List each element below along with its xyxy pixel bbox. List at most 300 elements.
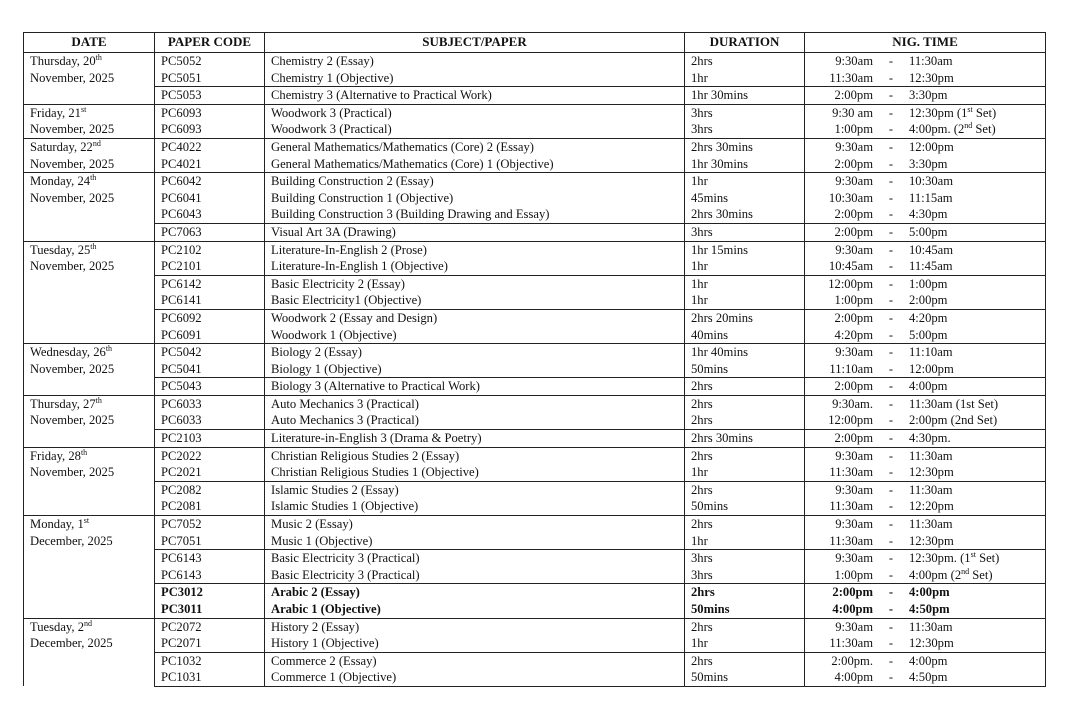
- time-end: 5:00pm: [909, 327, 948, 342]
- date-day: Friday, 21st: [30, 104, 87, 120]
- date-day: Monday, 1st: [30, 516, 90, 532]
- time-range: [811, 669, 1045, 686]
- date-cell: [24, 53, 155, 105]
- duration: 2hrs: [685, 378, 805, 396]
- nig-time: [805, 309, 1046, 326]
- subject-paper: Basic Electricity 2 (Essay): [265, 275, 685, 292]
- time-dash: -: [888, 70, 894, 85]
- table-row: [24, 121, 1046, 138]
- date-suffix: th: [95, 53, 102, 62]
- time-end: 4:00pm: [909, 585, 950, 600]
- subject-paper: Chemistry 3 (Alternative to Practical Work): [265, 87, 685, 105]
- time-range: [811, 498, 1045, 515]
- time-dash: -: [888, 517, 894, 532]
- table-row: [24, 309, 1046, 326]
- nig-time: [805, 223, 1046, 241]
- time-end: 11:15am: [909, 190, 953, 205]
- table-row: [24, 241, 1046, 258]
- table-row: [24, 533, 1046, 550]
- time-range: [811, 482, 1045, 499]
- time-end: 12:00pm: [909, 361, 954, 376]
- duration: 2hrs: [685, 618, 805, 635]
- nig-time: [805, 292, 1046, 309]
- time-end: 4:00pm: [909, 653, 948, 668]
- paper-code: PC6041: [155, 190, 265, 207]
- nig-time: [805, 241, 1046, 258]
- time-start: 11:30am: [829, 533, 873, 548]
- date-month: November, 2025: [30, 190, 115, 205]
- subject-paper: Christian Religious Studies 2 (Essay): [265, 447, 685, 464]
- subject-paper: Biology 3 (Alternative to Practical Work): [265, 378, 685, 396]
- paper-code: PC4022: [155, 138, 265, 155]
- subject-paper: Music 2 (Essay): [265, 516, 685, 533]
- paper-code: PC3011: [155, 601, 265, 618]
- time-start: 9:30 am: [832, 105, 873, 120]
- subject-paper: Woodwork 3 (Practical): [265, 121, 685, 138]
- time-start: 4:00pm: [832, 602, 873, 616]
- duration: 50mins: [685, 498, 805, 515]
- time-dash: -: [888, 361, 894, 376]
- nig-time: [805, 53, 1046, 70]
- nig-time: [805, 327, 1046, 344]
- subject-paper: Islamic Studies 1 (Objective): [265, 498, 685, 515]
- time-range: [811, 396, 1045, 413]
- duration: 1hr: [685, 173, 805, 190]
- date-day: Friday, 28th: [30, 447, 88, 463]
- time-range: [811, 53, 1045, 70]
- table-row: [24, 206, 1046, 223]
- time-dash: -: [888, 224, 894, 239]
- time-range: [811, 550, 1045, 567]
- paper-code: PC7063: [155, 223, 265, 241]
- table-row: [24, 635, 1046, 652]
- subject-paper: Biology 2 (Essay): [265, 344, 685, 361]
- duration: 1hr 30mins: [685, 156, 805, 173]
- table-row: [24, 190, 1046, 207]
- nig-time: [805, 601, 1046, 618]
- time-dash: -: [888, 88, 894, 103]
- nig-time: [805, 156, 1046, 173]
- date-day: Thursday, 27th: [30, 395, 102, 411]
- paper-code: PC6093: [155, 104, 265, 121]
- time-start: 4:20pm: [834, 327, 873, 342]
- table-row: [24, 258, 1046, 275]
- subject-paper: Music 1 (Objective): [265, 533, 685, 550]
- subject-paper: General Mathematics/Mathematics (Core) 2 (Essay): [265, 138, 685, 155]
- date-cell: [24, 104, 155, 138]
- time-range: [811, 206, 1045, 223]
- time-start: 9:30am: [835, 619, 873, 634]
- time-end: 11:30am (1st Set): [909, 396, 999, 411]
- nig-time: [805, 669, 1046, 686]
- subject-paper: History 2 (Essay): [265, 618, 685, 635]
- duration: 2hrs: [685, 395, 805, 412]
- time-range: [811, 139, 1045, 156]
- subject-paper: Arabic 2 (Essay): [265, 584, 685, 601]
- time-dash: -: [888, 207, 894, 222]
- date-month: November, 2025: [30, 413, 115, 428]
- paper-code: PC6033: [155, 412, 265, 429]
- paper-code: PC7052: [155, 516, 265, 533]
- time-start: 1:00pm: [834, 293, 873, 308]
- time-dash: -: [888, 413, 894, 428]
- subject-paper: Arabic 1 (Objective): [265, 601, 685, 618]
- date-cell: [24, 618, 155, 686]
- nig-time: [805, 652, 1046, 669]
- time-range: [811, 156, 1045, 173]
- duration: 2hrs: [685, 652, 805, 669]
- time-end: 2:00pm: [909, 293, 948, 308]
- time-end: 12:00pm: [909, 139, 954, 154]
- nig-time: [805, 104, 1046, 121]
- date-cell: [24, 173, 155, 241]
- time-start: 2:00pm: [834, 310, 873, 325]
- time-range: [811, 242, 1045, 259]
- subject-paper: Biology 1 (Objective): [265, 361, 685, 378]
- paper-code: PC5042: [155, 344, 265, 361]
- table-row: [24, 138, 1046, 155]
- time-start: 9:30am: [835, 54, 873, 68]
- table-row: [24, 584, 1046, 601]
- time-end: 4:00pm: [909, 379, 948, 394]
- time-start: 10:45am: [828, 259, 873, 274]
- time-end: 4:30pm.: [909, 431, 951, 446]
- date-day: Wednesday, 26th: [30, 344, 113, 360]
- duration: 1hr: [685, 258, 805, 275]
- table-row: [24, 618, 1046, 635]
- paper-code: PC6042: [155, 173, 265, 190]
- duration: 1hr: [685, 275, 805, 292]
- paper-code: PC2021: [155, 464, 265, 481]
- time-range: [811, 635, 1045, 652]
- nig-time: [805, 412, 1046, 429]
- table-row: [24, 481, 1046, 498]
- paper-code: PC2103: [155, 430, 265, 448]
- nig-time: [805, 464, 1046, 481]
- date-cell: [24, 516, 155, 619]
- duration: 3hrs: [685, 550, 805, 567]
- time-end: 12:30pm: [909, 636, 954, 651]
- table-row: [24, 344, 1046, 361]
- time-start: 2:00pm: [834, 379, 873, 394]
- paper-code: PC6043: [155, 206, 265, 223]
- date-month: November, 2025: [30, 70, 115, 85]
- time-range: [811, 448, 1045, 465]
- time-start: 2:00pm: [834, 224, 873, 239]
- table-row: [24, 550, 1046, 567]
- duration: 50mins: [685, 669, 805, 686]
- time-dash: -: [888, 105, 894, 120]
- time-dash: -: [888, 156, 894, 171]
- duration: 1hr: [685, 635, 805, 652]
- time-suffix: st: [967, 104, 973, 114]
- time-range: [811, 361, 1045, 378]
- subject-paper: Basic Electricity 3 (Practical): [265, 567, 685, 584]
- time-dash: -: [888, 327, 894, 342]
- nig-time: [805, 447, 1046, 464]
- time-dash: -: [888, 619, 894, 634]
- subject-paper: Literature-In-English 1 (Objective): [265, 258, 685, 275]
- table-row: [24, 464, 1046, 481]
- timetable-body: [24, 53, 1046, 687]
- nig-time: [805, 516, 1046, 533]
- nig-time: [805, 70, 1046, 87]
- time-end: 3:30pm: [909, 156, 948, 171]
- time-range: [811, 121, 1045, 138]
- subject-paper: Building Construction 2 (Essay): [265, 173, 685, 190]
- time-dash: -: [888, 379, 894, 394]
- time-end: 11:30am: [909, 517, 953, 532]
- time-end: 11:30am: [909, 448, 953, 463]
- time-suffix: st: [970, 550, 976, 560]
- time-end: 11:30am: [909, 619, 953, 634]
- subject-paper: Commerce 1 (Objective): [265, 669, 685, 686]
- duration: 1hr 15mins: [685, 241, 805, 258]
- table-row: [24, 156, 1046, 173]
- date-suffix: th: [90, 241, 97, 251]
- time-dash: -: [888, 465, 894, 480]
- time-dash: -: [888, 567, 894, 582]
- time-range: [811, 533, 1045, 550]
- time-start: 11:30am: [829, 465, 873, 480]
- time-dash: -: [888, 602, 894, 616]
- duration: 2hrs 30mins: [685, 430, 805, 448]
- table-row: [24, 412, 1046, 429]
- nig-time: [805, 378, 1046, 396]
- time-dash: -: [888, 259, 894, 274]
- header-date: DATE: [24, 33, 155, 53]
- duration: 3hrs: [685, 223, 805, 241]
- table-row: [24, 70, 1046, 87]
- time-end: 12:30pm: [909, 533, 954, 548]
- paper-code: PC6091: [155, 327, 265, 344]
- header-duration: DURATION: [685, 33, 805, 53]
- nig-time: [805, 430, 1046, 448]
- time-range: [811, 276, 1045, 293]
- paper-code: PC6141: [155, 292, 265, 309]
- time-range: [811, 430, 1045, 447]
- time-dash: -: [888, 293, 894, 308]
- nig-time: [805, 567, 1046, 584]
- date-cell: [24, 447, 155, 515]
- table-row: [24, 652, 1046, 669]
- duration: 2hrs: [685, 516, 805, 533]
- time-end: 4:00pm. (2nd Set): [909, 121, 996, 137]
- duration: 3hrs: [685, 104, 805, 121]
- subject-paper: Islamic Studies 2 (Essay): [265, 481, 685, 498]
- time-dash: -: [888, 54, 894, 68]
- date-day: Saturday, 22nd: [30, 138, 101, 154]
- time-start: 9:30am: [835, 448, 873, 463]
- time-dash: -: [888, 174, 894, 189]
- duration: 50mins: [685, 361, 805, 378]
- nig-time: [805, 481, 1046, 498]
- time-start: 12:00pm: [828, 276, 873, 291]
- time-dash: -: [888, 636, 894, 651]
- table-row: [24, 669, 1046, 686]
- date-cell: [24, 138, 155, 172]
- time-dash: -: [888, 431, 894, 446]
- date-suffix: th: [105, 344, 113, 354]
- table-row: [24, 447, 1046, 464]
- time-range: [811, 173, 1045, 190]
- time-end: 12:30pm: [909, 70, 954, 85]
- subject-paper: Auto Mechanics 3 (Practical): [265, 395, 685, 412]
- table-row: [24, 223, 1046, 241]
- subject-paper: Chemistry 1 (Objective): [265, 70, 685, 87]
- duration: 3hrs: [685, 567, 805, 584]
- nig-time: [805, 361, 1046, 378]
- subject-paper: Woodwork 3 (Practical): [265, 104, 685, 121]
- time-end: 10:45am: [909, 242, 954, 257]
- duration: 2hrs: [685, 412, 805, 429]
- paper-code: PC2072: [155, 618, 265, 635]
- date-suffix: st: [83, 516, 90, 526]
- duration: 2hrs 30mins: [685, 206, 805, 223]
- nig-time: [805, 190, 1046, 207]
- time-end: 11:10am: [909, 345, 953, 360]
- duration: 50mins: [685, 601, 805, 618]
- time-dash: -: [888, 310, 894, 325]
- time-start: 9:30am.: [832, 396, 873, 411]
- time-range: [811, 567, 1045, 584]
- table-row: [24, 275, 1046, 292]
- time-range: [811, 70, 1045, 87]
- table-row: [24, 395, 1046, 412]
- nig-time: [805, 533, 1046, 550]
- header-row: [24, 33, 1046, 53]
- date-cell: [24, 395, 155, 447]
- time-range: [811, 190, 1045, 207]
- subject-paper: Building Construction 3 (Building Drawing and Essay): [265, 206, 685, 223]
- subject-paper: Woodwork 2 (Essay and Design): [265, 309, 685, 326]
- time-end: 12:30pm. (1st Set): [909, 550, 1000, 566]
- time-dash: -: [888, 499, 894, 514]
- paper-code: PC2071: [155, 635, 265, 652]
- subject-paper: General Mathematics/Mathematics (Core) 1 (Objective): [265, 156, 685, 173]
- subject-paper: Chemistry 2 (Essay): [265, 53, 685, 70]
- duration: 2hrs: [685, 53, 805, 70]
- time-start: 2:00pm: [834, 156, 873, 171]
- date-suffix: th: [95, 395, 102, 405]
- paper-code: PC1031: [155, 669, 265, 686]
- subject-paper: Woodwork 1 (Objective): [265, 327, 685, 344]
- time-end: 11:45am: [909, 259, 953, 274]
- nig-time: [805, 258, 1046, 275]
- time-end: 4:30pm: [909, 207, 948, 222]
- paper-code: PC5051: [155, 70, 265, 87]
- paper-code: PC2101: [155, 258, 265, 275]
- subject-paper: Commerce 2 (Essay): [265, 652, 685, 669]
- time-start: 2:00pm: [834, 431, 873, 446]
- subject-paper: Christian Religious Studies 1 (Objective): [265, 464, 685, 481]
- date-month: November, 2025: [30, 156, 115, 171]
- duration: 1hr: [685, 533, 805, 550]
- time-start: 1:00pm: [834, 122, 873, 137]
- nig-time: [805, 206, 1046, 223]
- paper-code: PC4021: [155, 156, 265, 173]
- time-dash: -: [888, 139, 894, 154]
- time-end: 11:30am: [909, 54, 953, 68]
- time-start: 2:00pm: [832, 585, 873, 600]
- time-dash: -: [888, 482, 894, 497]
- date-suffix: nd: [92, 138, 101, 148]
- time-end: 12:30pm: [909, 465, 954, 480]
- time-start: 9:30am: [835, 139, 873, 154]
- time-start: 9:30am: [835, 345, 873, 360]
- time-range: [811, 224, 1045, 241]
- time-dash: -: [888, 276, 894, 291]
- time-end: 5:00pm: [909, 224, 948, 239]
- nig-time: [805, 618, 1046, 635]
- paper-code: PC5041: [155, 361, 265, 378]
- nig-time: [805, 584, 1046, 601]
- time-start: 9:30am: [835, 242, 873, 257]
- date-suffix: th: [80, 447, 88, 457]
- time-start: 12:00pm: [828, 413, 873, 428]
- time-start: 1:00pm: [834, 567, 873, 582]
- nig-time: [805, 173, 1046, 190]
- table-row: [24, 567, 1046, 584]
- time-dash: -: [888, 653, 894, 668]
- exam-timetable: [23, 32, 1046, 687]
- time-end: 11:30am: [909, 482, 953, 497]
- subject-paper: Literature-in-English 3 (Drama & Poetry): [265, 430, 685, 448]
- time-end: 4:50pm: [909, 670, 948, 685]
- header-subject: SUBJECT/PAPER: [265, 33, 685, 53]
- duration: 2hrs: [685, 447, 805, 464]
- duration: 45mins: [685, 190, 805, 207]
- table-row: [24, 327, 1046, 344]
- time-range: [811, 87, 1045, 104]
- time-end: 4:50pm: [909, 602, 950, 616]
- nig-time: [805, 138, 1046, 155]
- paper-code: PC2022: [155, 447, 265, 464]
- time-dash: -: [888, 551, 894, 566]
- table-row: [24, 104, 1046, 121]
- table-row: [24, 516, 1046, 533]
- time-range: [811, 464, 1045, 481]
- paper-code: PC6142: [155, 275, 265, 292]
- paper-code: PC6093: [155, 121, 265, 138]
- date-day: Tuesday, 25th: [30, 241, 97, 257]
- time-start: 10:30am: [828, 190, 873, 205]
- time-end: 4:20pm: [909, 310, 948, 325]
- time-dash: -: [888, 122, 894, 137]
- paper-code: PC6033: [155, 395, 265, 412]
- date-suffix: th: [90, 173, 97, 183]
- time-end: 10:30am: [909, 174, 954, 189]
- paper-code: PC5052: [155, 53, 265, 70]
- date-month: November, 2025: [30, 361, 115, 376]
- paper-code: PC3012: [155, 584, 265, 601]
- time-start: 11:30am: [829, 499, 873, 514]
- time-end: 2:00pm (2nd Set): [909, 413, 998, 428]
- time-end: 12:30pm (1st Set): [909, 104, 997, 120]
- date-month: November, 2025: [30, 259, 115, 274]
- paper-code: PC6143: [155, 550, 265, 567]
- nig-time: [805, 121, 1046, 138]
- time-start: 9:30am: [835, 174, 873, 189]
- time-range: [811, 258, 1045, 275]
- duration: 1hr: [685, 292, 805, 309]
- time-dash: -: [888, 670, 894, 685]
- table-row: [24, 292, 1046, 309]
- time-dash: -: [888, 448, 894, 463]
- time-dash: -: [888, 190, 894, 205]
- nig-time: [805, 344, 1046, 361]
- time-suffix: nd: [961, 566, 970, 576]
